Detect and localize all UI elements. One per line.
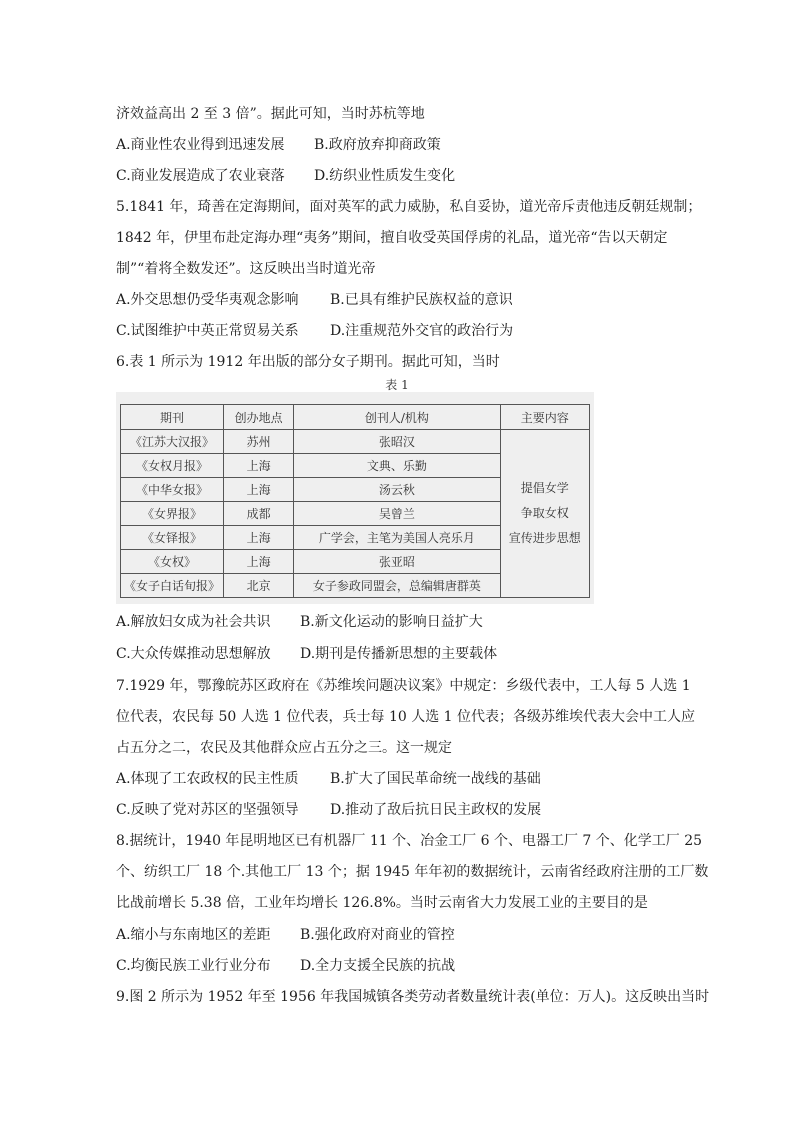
table-cell-founder: 张亚昭 [294, 550, 500, 574]
table-cell-periodical: 《中华女报》 [121, 478, 224, 502]
option-q6-d: D.期刊是传播新思想的主要载体 [300, 646, 498, 662]
option-q4-b: B.政府放弃抑商政策 [314, 137, 441, 153]
main-content-line: 争取女权 [520, 506, 569, 520]
option-q8-b: B.强化政府对商业的管控 [300, 927, 455, 943]
table-header-row [121, 405, 590, 430]
option-q8-c: C.均衡民族工业行业分布 [116, 958, 271, 974]
option-q4-c: C.商业发展造成了农业衰落 [116, 168, 285, 184]
option-q7-c: C.反映了党对苏区的坚强领导 [116, 802, 299, 818]
option-q7-b: B.扩大了国民革命统一战线的基础 [330, 771, 541, 787]
column-header: 期刊 [121, 405, 224, 430]
option-q8-a: A.缩小与东南地区的差距 [116, 927, 271, 943]
column-header: 主要内容 [500, 405, 589, 430]
table-cell-location: 上海 [224, 478, 294, 502]
table-cell-founder: 文典、乐勤 [294, 454, 500, 478]
column-header: 创刊人/机构 [294, 405, 500, 430]
option-q5-c: C.试图维护中英正常贸易关系 [116, 323, 299, 339]
table-row [121, 430, 590, 454]
column-header: 创办地点 [224, 405, 294, 430]
table-cell-periodical: 《女界报》 [121, 502, 224, 526]
table-cell-periodical: 《女子白话旬报》 [121, 574, 224, 598]
table-cell-location: 上海 [224, 526, 294, 550]
table-cell-location: 苏州 [224, 430, 294, 454]
table-cell-location: 上海 [224, 550, 294, 574]
table-cell-founder: 女子参政同盟会，总编辑唐群英 [294, 574, 500, 598]
question-9-line-1: 9.图 2 所示为 1952 年至 1956 年我国城镇各类劳动者数量统计表(单位：万人)。这反映出当时 [116, 989, 710, 1005]
option-q4-d: D.纺织业性质发生变化 [314, 168, 456, 184]
table-cell-founder: 吴曾兰 [294, 502, 500, 526]
text-line: 济效益高出 2 至 3 倍”。据此可知，当时苏杭等地 [116, 106, 425, 122]
table-cell-location: 成都 [224, 502, 294, 526]
option-q8-d: D.全力支援全民族的抗战 [300, 958, 456, 974]
table-cell-founder: 张昭汉 [294, 430, 500, 454]
main-content-line: 宣传进步思想 [508, 531, 581, 545]
table-cell-periodical: 《女铎报》 [121, 526, 224, 550]
table-caption: 表 1 [385, 378, 409, 392]
table-cell-location: 上海 [224, 454, 294, 478]
option-q6-b: B.新文化运动的影响日益扩大 [300, 614, 483, 630]
table-cell-main-content [500, 430, 589, 598]
option-q5-b: B.已具有维护民族权益的意识 [330, 292, 513, 308]
table-cell-founder: 汤云秋 [294, 478, 500, 502]
periodicals-table [120, 404, 590, 598]
option-q4-a: A.商业性农业得到迅速发展 [116, 137, 285, 153]
question-7-line-1: 7.1929 年，鄂豫皖苏区政府在《苏维埃问题决议案》中规定：乡级代表中，工人每 5 人选 1 [116, 678, 691, 694]
question-8-line-1: 8.据统计，1940 年昆明地区已有机器厂 11 个、冶金工厂 6 个、电器工厂 7 个、化学工厂 25 [116, 833, 703, 849]
question-7-line-3: 占五分之二，农民及其他群众应占五分之三。这一规定 [116, 740, 452, 756]
table-cell-periodical: 《女权月报》 [121, 454, 224, 478]
option-q5-d: D.注重规范外交官的政治行为 [330, 323, 514, 339]
main-content-line: 提倡女学 [520, 481, 569, 495]
option-q6-a: A.解放妇女成为社会共识 [116, 614, 271, 630]
periodicals-table-figure [116, 392, 594, 604]
question-8-line-2: 个、纺织工厂 18 个.其他工厂 13 个；据 1945 年年初的数据统计，云南省经政府注册的工厂数 [116, 864, 709, 880]
question-5-line-1: 5.1841 年，琦善在定海期间，面对英军的武力威胁，私自妥协，道光帝斥责他违反朝廷规制； [116, 199, 702, 215]
question-6-line-1: 6.表 1 所示为 1912 年出版的部分女子期刊。据此可知，当时 [116, 354, 500, 370]
question-7-line-2: 位代表，农民每 50 人选 1 位代表，兵士每 10 人选 1 位代表；各级苏维埃代表大会中工人应 [116, 709, 696, 725]
question-8-line-3: 比战前增长 5.38 倍，工业年均增长 126.8%。当时云南省大力发展工业的主要目的是 [116, 895, 648, 911]
option-q5-a: A.外交思想仍受华夷观念影响 [116, 292, 299, 308]
table-cell-founder: 广学会，主笔为美国人亮乐月 [294, 526, 500, 550]
question-5-line-2: 1842 年，伊里布赴定海办理“夷务”期间，擅自收受英国俘虏的礼品，道光帝“告以天朝定 [116, 230, 668, 246]
option-q6-c: C.大众传媒推动思想解放 [116, 646, 271, 662]
option-q7-d: D.推动了敌后抗日民主政权的发展 [330, 802, 542, 818]
table-cell-location: 北京 [224, 574, 294, 598]
question-5-line-3: 制”“着将全数发还”。这反映出当时道光帝 [116, 261, 376, 277]
option-q7-a: A.体现了工农政权的民主性质 [116, 771, 299, 787]
table-cell-periodical: 《江苏大汉报》 [121, 430, 224, 454]
table-cell-periodical: 《女权》 [121, 550, 224, 574]
